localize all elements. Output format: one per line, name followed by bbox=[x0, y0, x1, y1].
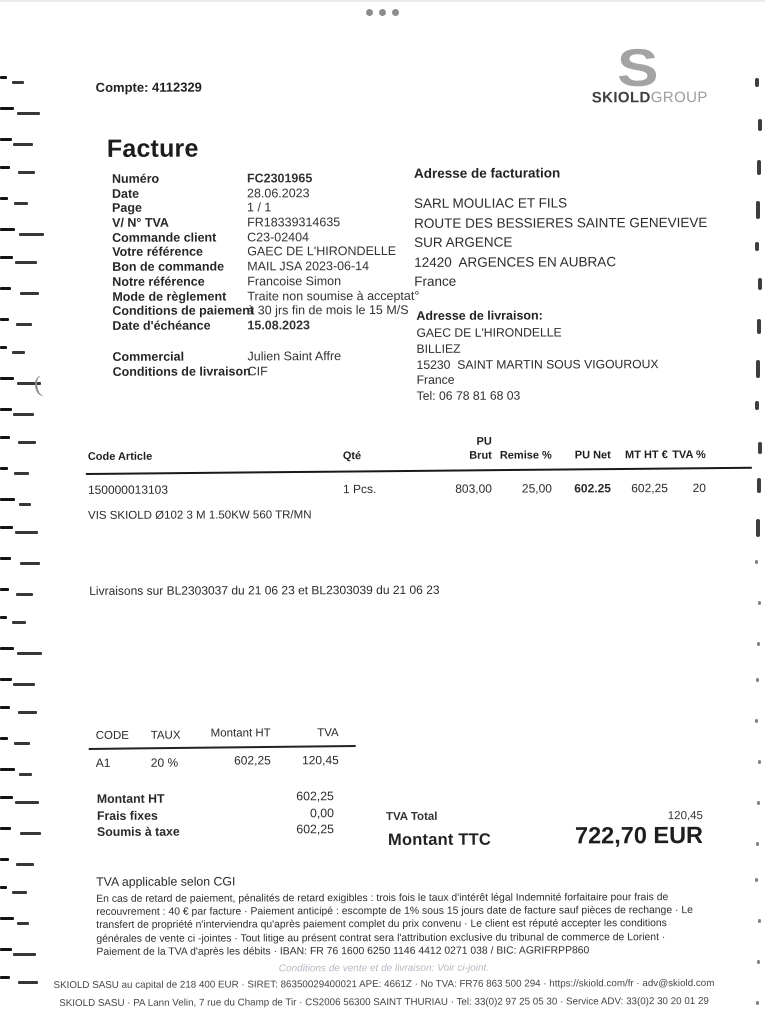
total-value-frais-fixes: 0,00 bbox=[239, 806, 334, 820]
address-line: France bbox=[417, 373, 659, 390]
field-label: Conditions de paiement bbox=[112, 304, 254, 318]
total-label-montant-ht: Montant HT bbox=[97, 792, 165, 806]
item-pu-brut: 803,00 bbox=[420, 482, 492, 496]
table-header-rule bbox=[86, 467, 752, 476]
field-label: Conditions de livraison bbox=[113, 364, 251, 378]
item-tva: 20 bbox=[650, 481, 706, 495]
field-label: Mode de règlement bbox=[112, 289, 226, 303]
field-label: Date d'échéance bbox=[112, 318, 210, 332]
field-value-invoice-number: FC2301965 bbox=[247, 171, 312, 185]
montant-ttc-value: 722,70 EUR bbox=[471, 822, 703, 850]
vat-table-rule bbox=[89, 745, 356, 750]
item-mt-ht: 602,25 bbox=[598, 481, 668, 495]
total-label-frais-fixes: Frais fixes bbox=[97, 809, 158, 823]
shipping-address bbox=[416, 325, 658, 405]
item-pu-net: 602.25 bbox=[541, 481, 611, 495]
field-label: Bon de commande bbox=[112, 260, 224, 274]
col-header-code-article: Code Article bbox=[88, 451, 152, 463]
invoice-field-list bbox=[112, 172, 113, 334]
scan-paren-artifact: ( bbox=[32, 372, 44, 399]
col-header-tva: TVA % bbox=[650, 449, 706, 461]
billing-address-heading: Adresse de facturation bbox=[414, 165, 560, 180]
vat-col-montant-ht: Montant HT bbox=[186, 727, 271, 739]
address-line: SARL MOULIAC ET FILS bbox=[414, 193, 707, 213]
footer-conditions-line: Conditions de vente et de livraison: Voir ci-joint. bbox=[1, 962, 765, 975]
logo-brand-bold: SKIOLD bbox=[592, 89, 651, 106]
field-value-delivery-terms: CIF bbox=[248, 364, 268, 378]
total-label-soumis-a-taxe: Soumis à taxe bbox=[97, 825, 180, 839]
address-line: BILLIEZ bbox=[416, 341, 658, 358]
footer-company-line-1: SKIOLD SASU au capital de 218 400 EUR · SIRET: 86350029400021 APE: 4661Z · No TVA: FR76 863 500 294 · https://skiold.com/fr · adv@skiold.com bbox=[1, 978, 765, 991]
tva-total-value: 120,45 bbox=[603, 810, 703, 822]
field-label: Date bbox=[112, 186, 139, 200]
address-line: France bbox=[414, 271, 707, 291]
skiold-logo-icon: S bbox=[617, 38, 656, 99]
field-label: Votre référence bbox=[112, 245, 203, 259]
item-code: 150000013103 bbox=[88, 483, 168, 497]
skiold-logo-wordmark bbox=[592, 89, 708, 106]
address-line: Tel: 06 78 81 68 03 bbox=[417, 388, 659, 405]
address-line: GAEC DE L'HIRONDELLE bbox=[416, 325, 658, 342]
field-value-sales-rep: Julien Saint Affre bbox=[247, 349, 341, 363]
page-title: Facture bbox=[107, 135, 199, 164]
vat-row-taux: 20 % bbox=[151, 756, 178, 770]
field-value-payment-terms: à 30 jrs fin de mois le 15 M/S bbox=[247, 303, 408, 318]
field-value-our-reference: Francoise Simon bbox=[247, 274, 341, 288]
field-value-customer-order: C23-02404 bbox=[247, 230, 309, 244]
col-header-remise: Remise % bbox=[484, 449, 552, 461]
field-label: V/ N° TVA bbox=[112, 216, 169, 230]
total-value-soumis-a-taxe: 602,25 bbox=[239, 822, 334, 836]
address-line: SUR ARGENCE bbox=[414, 232, 707, 252]
field-label: Page bbox=[112, 201, 142, 215]
legal-terms-paragraph: En cas de retard de paiement, pénalités de retard exigibles : trois fois le taux d'intérêt légal Indemnité forfaitaire pour frais de recouvrement : 40 € par facture · Paiement anticipé : escompte de 1% sous 15 jours date de facture sauf pièces de rechange · Le transfert de propriété n'interviendra qu'après paiement complet du prix convenu · Le client est réputé accepter les conditions générales de vente ci -jointes · Tout litige au présent contrat sera l'attribution exclusive du tribunal de commerce de Lorient · Paiement de la TVA d'après les débits · IBAN: FR 76 1600 6250 1146 4412 0271 038 / BIC: AGRIFRPP860 bbox=[96, 891, 710, 959]
address-line: ROUTE DES BESSIERES SAINTE GENEVIEVE bbox=[414, 212, 707, 232]
col-header-pu-net: PU Net bbox=[541, 449, 611, 461]
col-header-qty: Qté bbox=[343, 450, 361, 462]
vat-col-code: CODE bbox=[96, 730, 129, 742]
delivery-note: Livraisons sur BL2303037 du 21 06 23 et BL2303039 du 21 06 23 bbox=[89, 583, 439, 598]
field-value-due-date: 15.08.2023 bbox=[247, 318, 310, 332]
col-header-mt-ht: MT HT € bbox=[598, 449, 668, 461]
item-remise: 25,00 bbox=[484, 481, 552, 495]
montant-ttc-label: Montant TTC bbox=[388, 831, 491, 850]
logo-brand-light: GROUP bbox=[651, 89, 708, 106]
field-value-date: 28.06.2023 bbox=[247, 186, 310, 200]
vat-col-tva: TVA bbox=[261, 727, 339, 739]
field-value-page: 1 / 1 bbox=[247, 201, 271, 215]
field-label: Commande client bbox=[112, 230, 216, 244]
col-header-pu: PU bbox=[420, 436, 492, 448]
tva-total-label: TVA Total bbox=[386, 811, 438, 823]
vat-row-montant-ht: 602,25 bbox=[186, 753, 271, 767]
field-label: Notre référence bbox=[112, 274, 204, 288]
footer-company-line-2: SKIOLD SASU · PA Lann Velin, 7 rue du Champ de Tir · CS2006 56300 SAINT THURIAU · Tel: 33(0)2 97 25 05 30 · Service ADV: 33(0)2 30 20 01 29 bbox=[2, 996, 765, 1009]
item-description: VIS SKIOLD Ø102 3 M 1.50KW 560 TR/MN bbox=[88, 509, 312, 522]
field-value-vat-number: FR18339314635 bbox=[247, 215, 340, 229]
total-value-montant-ht: 602,25 bbox=[239, 789, 334, 803]
address-line: 12420 ARGENCES EN AUBRAC bbox=[414, 251, 707, 271]
field-label: Numéro bbox=[112, 172, 159, 186]
field-value-purchase-order: MAIL JSA 2023-06-14 bbox=[247, 259, 369, 273]
field-value-payment-mode: Traite non soumise à acceptat° bbox=[247, 288, 419, 303]
item-qty: 1 Pcs. bbox=[343, 482, 376, 496]
billing-address bbox=[414, 193, 708, 291]
vat-col-taux: TAUX bbox=[151, 730, 181, 742]
vat-row-tva: 120,45 bbox=[261, 753, 339, 767]
field-value-your-reference: GAEC DE L'HIRONDELLE bbox=[247, 244, 396, 258]
shipping-address-heading: Adresse de livraison: bbox=[416, 308, 542, 322]
field-label: Commercial bbox=[112, 350, 184, 364]
col-header-pu-brut: Brut bbox=[420, 450, 492, 462]
address-line: 15230 SAINT MARTIN SOUS VIGOUROUX bbox=[417, 357, 659, 374]
vat-row-code: A1 bbox=[96, 756, 111, 770]
account-number: Compte: 4112329 bbox=[96, 80, 202, 95]
vat-applicable-note: TVA applicable selon CGI bbox=[96, 874, 235, 888]
